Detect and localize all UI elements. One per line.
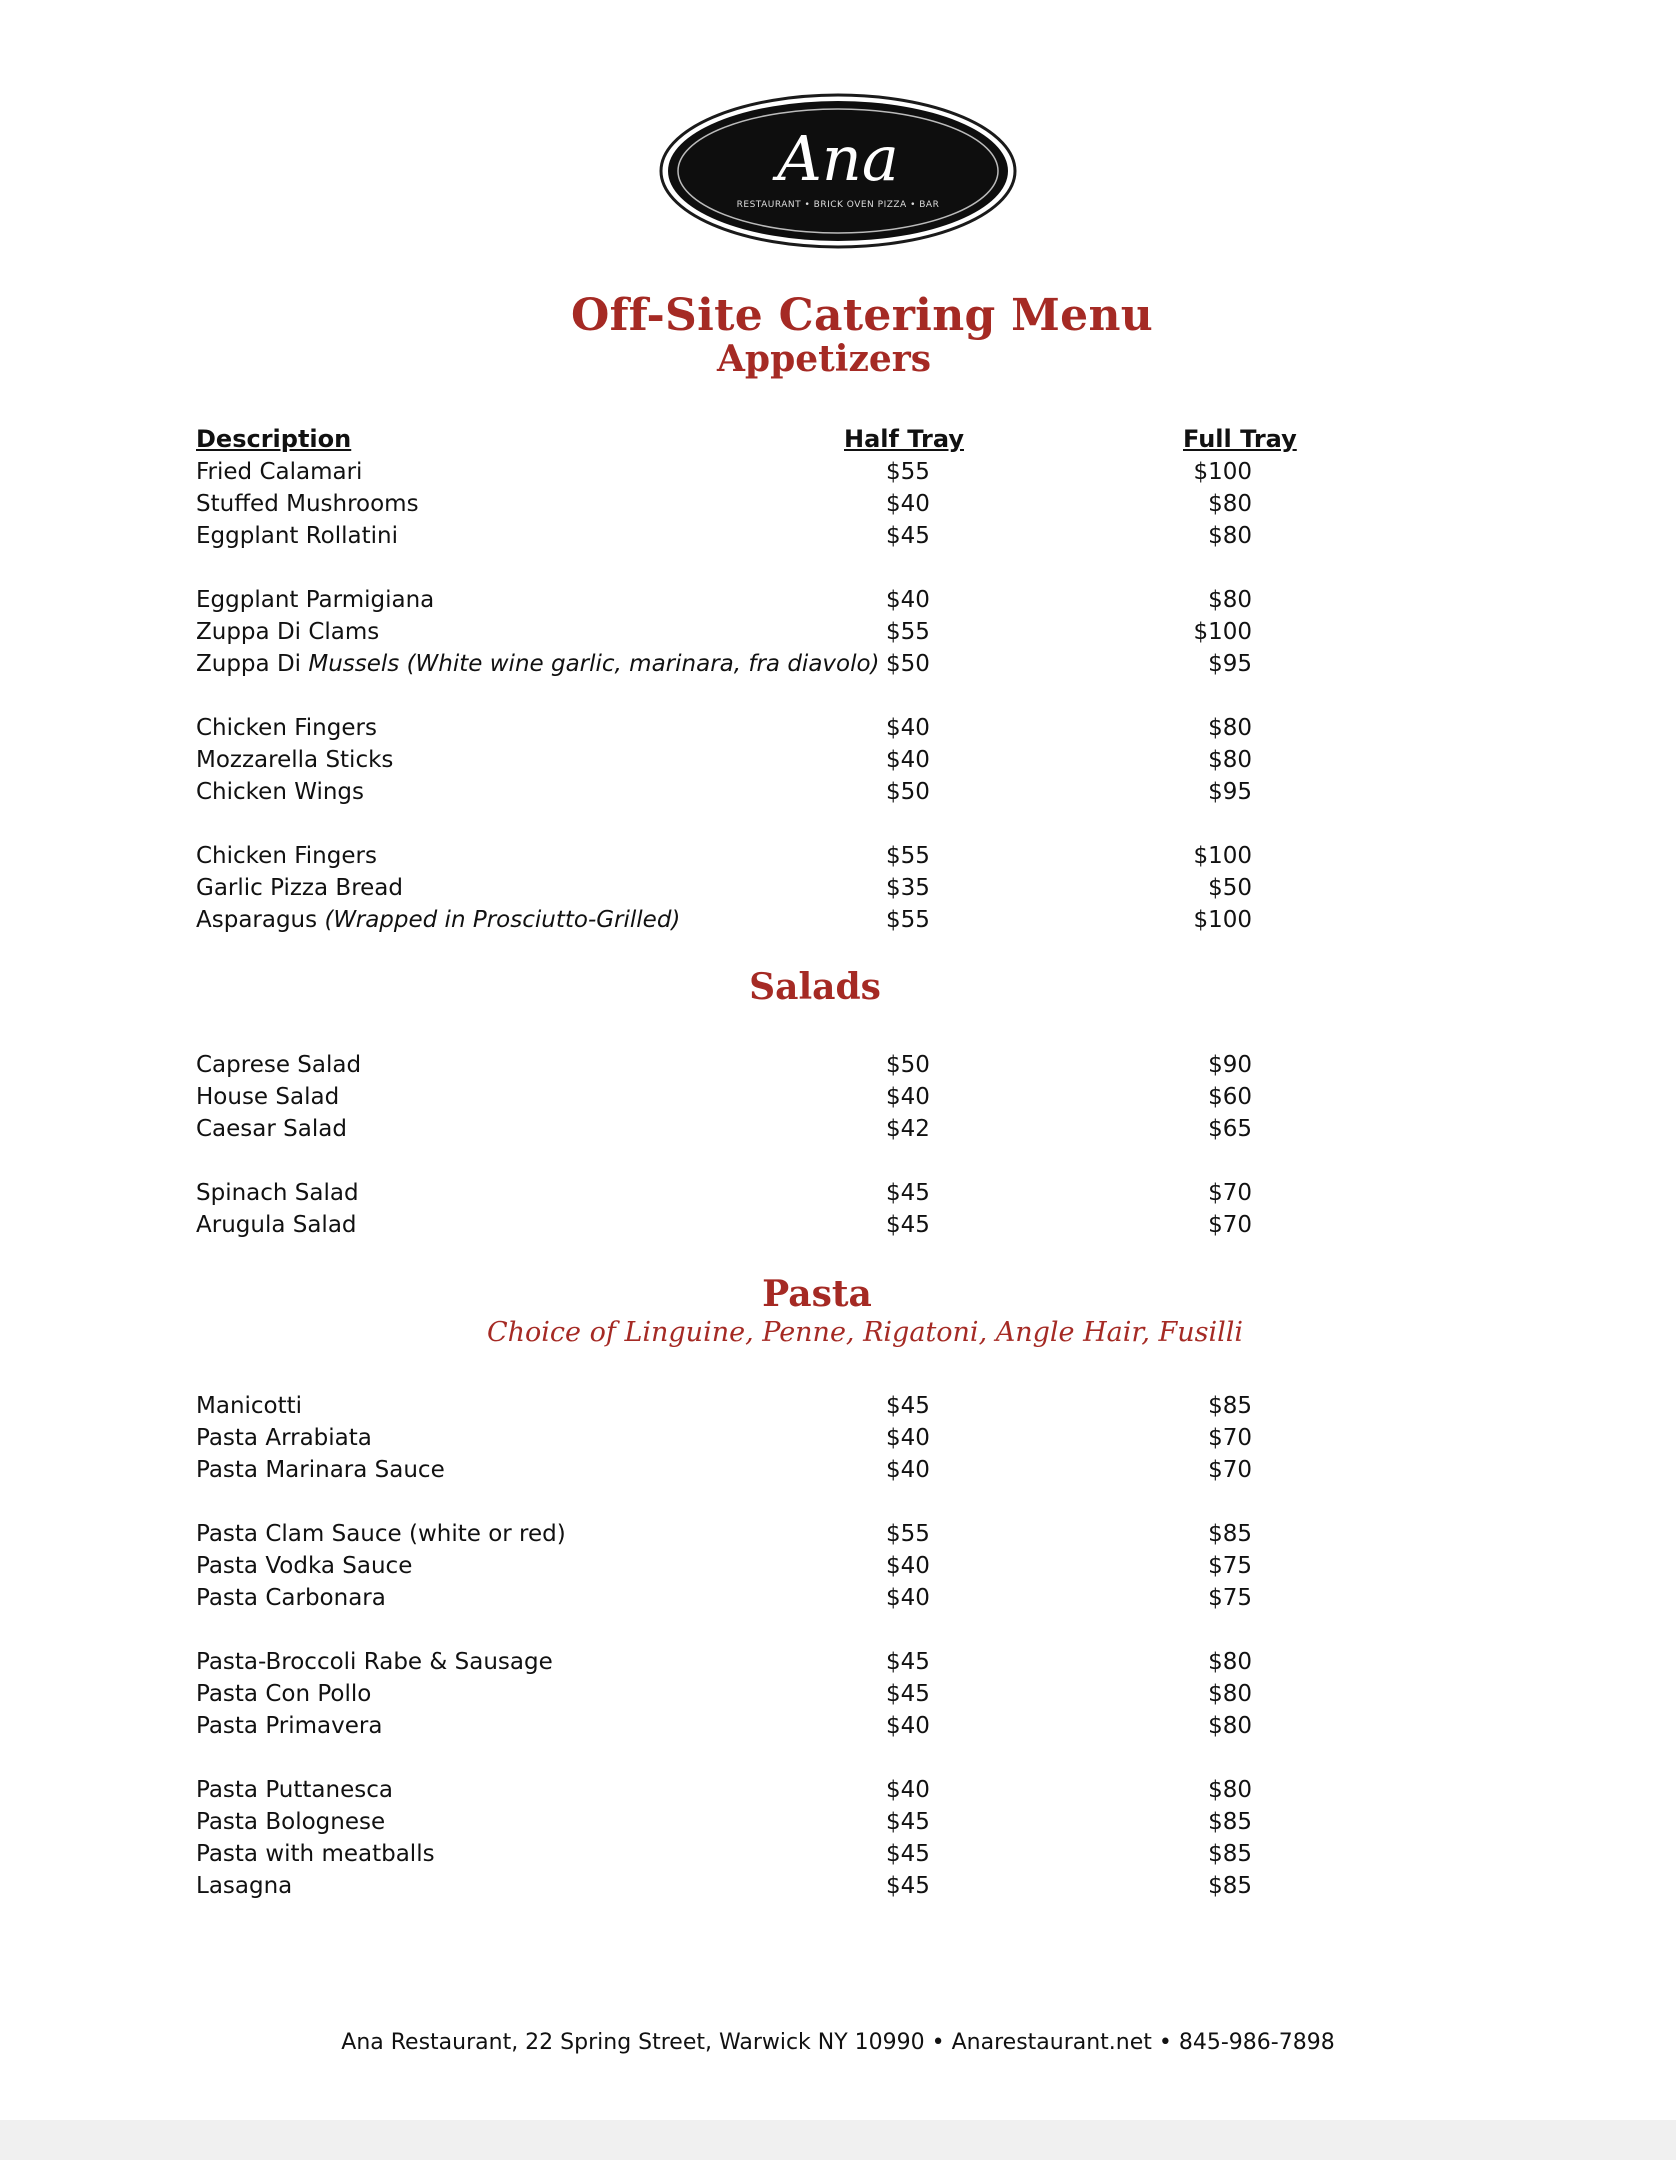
half-tray-price: $42 — [886, 1116, 930, 1142]
half-tray-price: $45 — [886, 1809, 930, 1835]
item-description: Stuffed Mushrooms — [196, 491, 419, 517]
menu-item-row — [196, 1678, 1296, 1710]
item-description: Eggplant Parmigiana — [196, 587, 435, 613]
full-tray-price: $50 — [1208, 875, 1252, 901]
logo-tagline: RESTAURANT • BRICK OVEN PIZZA • BAR — [736, 200, 940, 210]
menu-item-row — [196, 1710, 1296, 1742]
item-description: Lasagna — [196, 1873, 293, 1899]
half-tray-price: $45 — [886, 1649, 930, 1675]
item-description: Pasta Vodka Sauce — [196, 1553, 413, 1579]
menu-item-row — [196, 1518, 1296, 1550]
half-tray-price: $55 — [886, 459, 930, 485]
full-tray-price: $80 — [1208, 523, 1252, 549]
salads-list — [196, 1049, 1296, 1241]
half-tray-price: $40 — [886, 715, 930, 741]
full-tray-price: $80 — [1208, 587, 1252, 613]
item-description: Asparagus (Wrapped in Prosciutto-Grilled) — [196, 907, 681, 933]
half-tray-price: $40 — [886, 1425, 930, 1451]
full-tray-price: $75 — [1208, 1553, 1252, 1579]
group-spacer — [196, 1742, 1296, 1774]
item-description: Pasta Marinara Sauce — [196, 1457, 445, 1483]
full-tray-price: $80 — [1208, 747, 1252, 773]
full-tray-price: $85 — [1208, 1809, 1252, 1835]
menu-item-row — [196, 1870, 1296, 1902]
menu-item-row — [196, 584, 1296, 616]
half-tray-price: $55 — [886, 907, 930, 933]
full-tray-price: $80 — [1208, 491, 1252, 517]
menu-item-row — [196, 1177, 1296, 1209]
menu-item-row — [196, 616, 1296, 648]
menu-item-row — [196, 1646, 1296, 1678]
appetizers-list — [196, 456, 1296, 936]
group-spacer — [196, 1486, 1296, 1518]
half-tray-price: $40 — [886, 587, 930, 613]
menu-item-row — [196, 1774, 1296, 1806]
menu-item-row — [196, 1390, 1296, 1422]
item-description: Chicken Fingers — [196, 843, 377, 869]
page-bottom-shade — [0, 2120, 1676, 2160]
group-spacer — [196, 1145, 1296, 1177]
item-description: Pasta with meatballs — [196, 1841, 435, 1867]
half-tray-price: $45 — [886, 1393, 930, 1419]
full-tray-price: $80 — [1208, 1777, 1252, 1803]
half-tray-price: $35 — [886, 875, 930, 901]
group-spacer — [196, 680, 1296, 712]
menu-item-row — [196, 840, 1296, 872]
menu-item-row — [196, 1422, 1296, 1454]
half-tray-price: $45 — [886, 1681, 930, 1707]
half-tray-price: $55 — [886, 1521, 930, 1547]
full-tray-price: $95 — [1208, 651, 1252, 677]
item-description: Pasta Puttanesca — [196, 1777, 393, 1803]
full-tray-price: $100 — [1193, 619, 1252, 645]
section-title-pasta: Pasta — [762, 1273, 872, 1315]
half-tray-price: $50 — [886, 651, 930, 677]
menu-item-row — [196, 872, 1296, 904]
item-description: Pasta-Broccoli Rabe & Sausage — [196, 1649, 553, 1675]
item-description: Caesar Salad — [196, 1116, 347, 1142]
item-description: Pasta Bolognese — [196, 1809, 386, 1835]
item-description: Pasta Con Pollo — [196, 1681, 372, 1707]
item-description: Pasta Clam Sauce (white or red) — [196, 1521, 566, 1547]
full-tray-price: $100 — [1193, 843, 1252, 869]
full-tray-price: $100 — [1193, 907, 1252, 933]
full-tray-price: $80 — [1208, 1649, 1252, 1675]
menu-item-row — [196, 1806, 1296, 1838]
half-tray-price: $45 — [886, 523, 930, 549]
half-tray-price: $40 — [886, 1713, 930, 1739]
footer-contact: Ana Restaurant, 22 Spring Street, Warwick NY 10990 • Anarestaurant.net • 845-986-7898 — [341, 2030, 1335, 2055]
item-description: House Salad — [196, 1084, 340, 1110]
full-tray-price: $70 — [1208, 1180, 1252, 1206]
full-tray-price: $75 — [1208, 1585, 1252, 1611]
menu-item-row — [196, 520, 1296, 552]
group-spacer — [196, 808, 1296, 840]
item-description: Caprese Salad — [196, 1052, 362, 1078]
full-tray-price: $65 — [1208, 1116, 1252, 1142]
full-tray-price: $85 — [1208, 1521, 1252, 1547]
half-tray-price: $40 — [886, 1084, 930, 1110]
menu-item-row — [196, 1113, 1296, 1145]
item-description: Garlic Pizza Bread — [196, 875, 403, 901]
half-tray-price: $45 — [886, 1873, 930, 1899]
item-description: Chicken Fingers — [196, 715, 377, 741]
menu-item-row — [196, 456, 1296, 488]
half-tray-price: $55 — [886, 619, 930, 645]
half-tray-price: $40 — [886, 1457, 930, 1483]
full-tray-price: $100 — [1193, 459, 1252, 485]
item-description: Pasta Carbonara — [196, 1585, 386, 1611]
full-tray-price: $90 — [1208, 1052, 1252, 1078]
half-tray-price: $40 — [886, 1777, 930, 1803]
half-tray-price: $50 — [886, 1052, 930, 1078]
pasta-list — [196, 1390, 1296, 1902]
page-title: Off-Site Catering Menu — [570, 290, 1154, 341]
full-tray-price: $95 — [1208, 779, 1252, 805]
item-description: Pasta Primavera — [196, 1713, 383, 1739]
menu-item-row — [196, 648, 1296, 680]
half-tray-price: $40 — [886, 1553, 930, 1579]
item-description: Arugula Salad — [196, 1212, 357, 1238]
half-tray-price: $45 — [886, 1180, 930, 1206]
menu-item-row — [196, 1454, 1296, 1486]
menu-item-row — [196, 904, 1296, 936]
menu-item-row — [196, 1049, 1296, 1081]
item-description: Chicken Wings — [196, 779, 364, 805]
menu-item-row — [196, 1209, 1296, 1241]
menu-item-row — [196, 1838, 1296, 1870]
half-tray-price: $45 — [886, 1841, 930, 1867]
full-tray-price: $70 — [1208, 1457, 1252, 1483]
full-tray-price: $60 — [1208, 1084, 1252, 1110]
group-spacer — [196, 552, 1296, 584]
full-tray-price: $80 — [1208, 1713, 1252, 1739]
section-title-salads: Salads — [749, 966, 881, 1008]
item-description: Spinach Salad — [196, 1180, 359, 1206]
menu-item-row — [196, 488, 1296, 520]
header-full-tray: Full Tray — [1183, 425, 1297, 453]
menu-item-row — [196, 712, 1296, 744]
full-tray-price: $80 — [1208, 1681, 1252, 1707]
item-description: Mozzarella Sticks — [196, 747, 394, 773]
section-title-appetizers: Appetizers — [716, 338, 932, 380]
group-spacer — [196, 1614, 1296, 1646]
item-note: (Wrapped in Prosciutto-Grilled) — [324, 907, 681, 933]
item-description: Fried Calamari — [196, 459, 363, 485]
half-tray-price: $40 — [886, 1585, 930, 1611]
item-description: Zuppa Di Mussels (White wine garlic, marinara, fra diavolo) — [196, 651, 880, 677]
menu-item-row — [196, 1081, 1296, 1113]
full-tray-price: $85 — [1208, 1873, 1252, 1899]
half-tray-price: $50 — [886, 779, 930, 805]
full-tray-price: $80 — [1208, 715, 1252, 741]
menu-item-row — [196, 776, 1296, 808]
item-note: Mussels (White wine garlic, marinara, fra diavolo) — [308, 651, 880, 677]
half-tray-price: $40 — [886, 491, 930, 517]
menu-item-row — [196, 1582, 1296, 1614]
half-tray-price: $40 — [886, 747, 930, 773]
header-description: Description — [196, 425, 352, 453]
pasta-subtitle: Choice of Linguine, Penne, Rigatoni, Angle Hair, Fusilli — [486, 1317, 1244, 1348]
item-description: Eggplant Rollatini — [196, 523, 398, 549]
full-tray-price: $70 — [1208, 1425, 1252, 1451]
item-description: Zuppa Di Clams — [196, 619, 380, 645]
half-tray-price: $45 — [886, 1212, 930, 1238]
menu-item-row — [196, 744, 1296, 776]
menu-item-row — [196, 1550, 1296, 1582]
logo-name: Ana — [777, 122, 899, 195]
item-description: Manicotti — [196, 1393, 303, 1419]
restaurant-logo — [658, 92, 1018, 250]
full-tray-price: $85 — [1208, 1393, 1252, 1419]
header-half-tray: Half Tray — [844, 425, 964, 453]
half-tray-price: $55 — [886, 843, 930, 869]
full-tray-price: $85 — [1208, 1841, 1252, 1867]
item-description: Pasta Arrabiata — [196, 1425, 372, 1451]
full-tray-price: $70 — [1208, 1212, 1252, 1238]
